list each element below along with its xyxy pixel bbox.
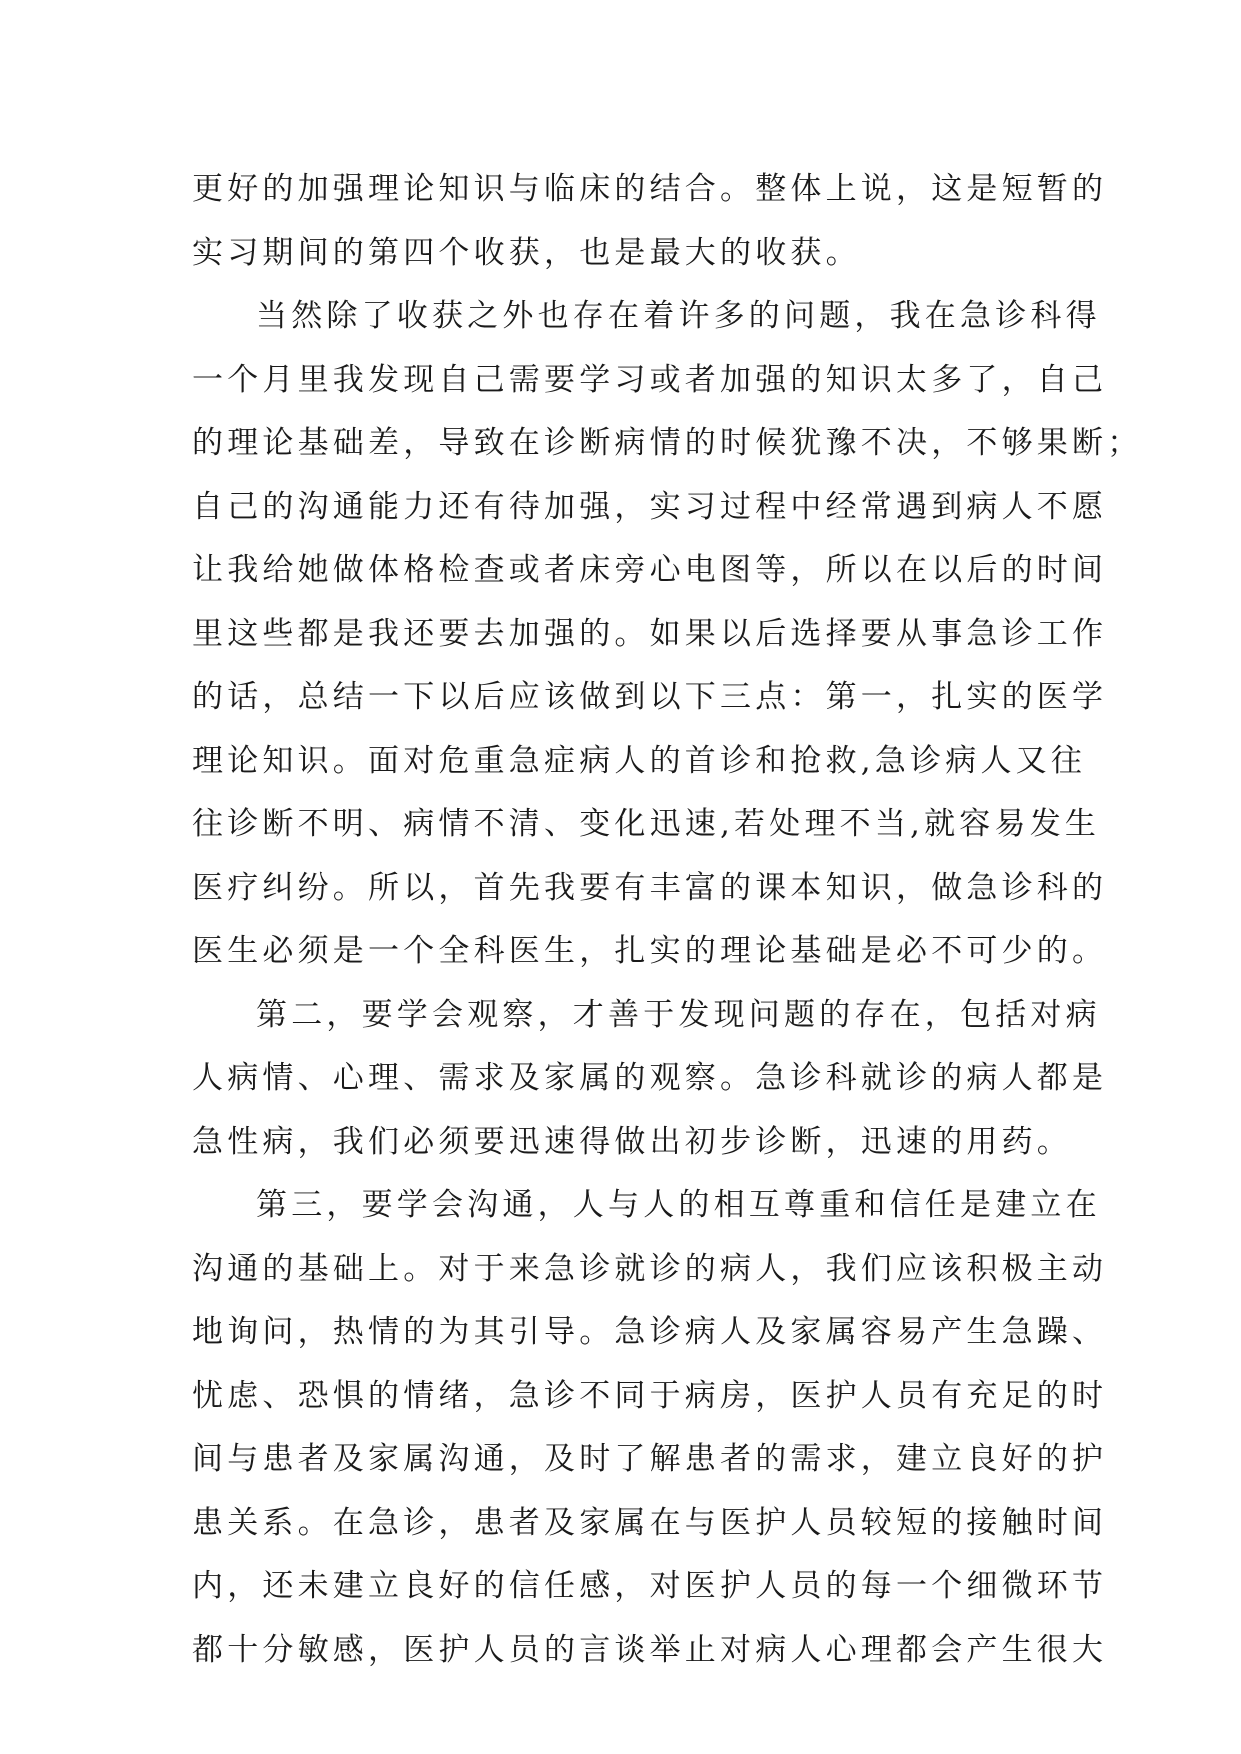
text-line: 的理论基础差，导致在诊断病情的时候犹豫不决，不够果断； bbox=[192, 425, 1143, 461]
text-line: 当然除了收获之外也存在着许多的问题，我在急诊科得 bbox=[256, 298, 1101, 334]
text-line: 里这些都是我还要去加强的。如果以后选择要从事急诊工作 bbox=[192, 615, 1108, 652]
text-line: 更好的加强理论知识与临床的结合。整体上说，这是短暂的 bbox=[192, 171, 1108, 207]
body-text bbox=[192, 158, 1143, 1682]
text-line: 沟通的基础上。对于来急诊就诊的病人，我们应该积极主动 bbox=[192, 1250, 1108, 1287]
text-line: 地询问，热情的为其引导。急诊病人及家属容易产生急躁、 bbox=[192, 1314, 1108, 1350]
text-line: 一个月里我发现自己需要学习或者加强的知识太多了，自己 bbox=[192, 361, 1108, 398]
text-line: 医生必须是一个全科医生，扎实的理论基础是必不可少的。 bbox=[192, 933, 1108, 969]
text-line: 急性病，我们必须要迅速得做出初步诊断，迅速的用药。 bbox=[192, 1123, 1072, 1160]
text-line: 人病情、心理、需求及家属的观察。急诊科就诊的病人都是 bbox=[192, 1060, 1108, 1096]
text-line: 忧虑、恐惧的情绪，急诊不同于病房，医护人员有充足的时 bbox=[192, 1377, 1108, 1414]
text-line: 自己的沟通能力还有待加强，实习过程中经常遇到病人不愿 bbox=[192, 488, 1108, 525]
text-line: 间与患者及家属沟通，及时了解患者的需求，建立良好的护 bbox=[192, 1441, 1108, 1477]
text-line: 第二，要学会观察，才善于发现问题的存在，包括对病 bbox=[256, 996, 1101, 1033]
text-line: 往诊断不明、病情不清、变化迅速,若处理不当,就容易发生 bbox=[192, 806, 1101, 842]
text-line: 让我给她做体格检查或者床旁心电图等，所以在以后的时间 bbox=[192, 552, 1108, 588]
text-line: 患关系。在急诊，患者及家属在与医护人员较短的接触时间 bbox=[192, 1504, 1108, 1541]
text-line: 实习期间的第四个收获，也是最大的收获。 bbox=[192, 234, 861, 271]
text-line: 的话，总结一下以后应该做到以下三点：第一，扎实的医学 bbox=[192, 679, 1108, 715]
text-line: 第三，要学会沟通，人与人的相互尊重和信任是建立在 bbox=[256, 1187, 1101, 1223]
text-line: 都十分敏感，医护人员的言谈举止对病人心理都会产生很大 bbox=[192, 1631, 1108, 1668]
text-line: 内，还未建立良好的信任感，对医护人员的每一个细微环节 bbox=[192, 1568, 1108, 1604]
text-line: 医疗纠纷。所以，首先我要有丰富的课本知识，做急诊科的 bbox=[192, 869, 1108, 906]
text-line: 理论知识。面对危重急症病人的首诊和抢救,急诊病人又往 bbox=[192, 742, 1087, 779]
